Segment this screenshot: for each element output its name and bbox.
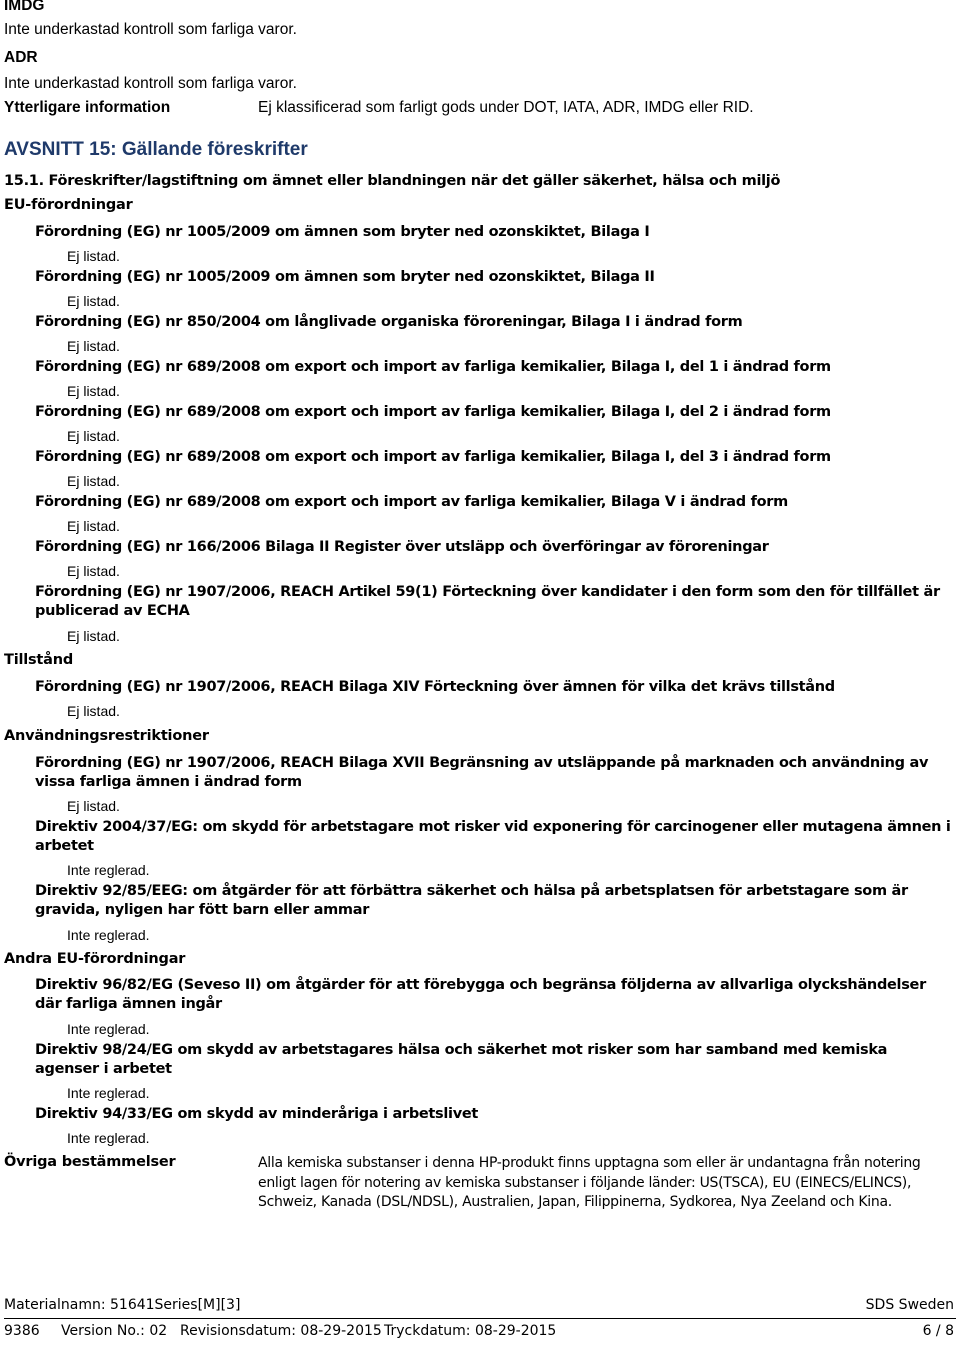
footer-revision: Revisionsdatum: 08-29-2015: [180, 1323, 382, 1339]
footer-material: Materialnamn: 51641Series[M][3]: [4, 1297, 241, 1313]
footer-page-number: 6 / 8: [922, 1323, 954, 1339]
regulation-title: Förordning (EG) nr 689/2008 om export och import av farliga kemikalier, Bilaga I, del 1 i ändrad form: [35, 359, 831, 375]
regulation-status: Ej listad.: [67, 518, 120, 534]
regulation-status: Ej listad.: [67, 293, 120, 309]
regulation-status: Ej listad.: [67, 628, 120, 644]
section-subtitle: 15.1. Föreskrifter/lagstiftning om ämnet eller blandningen när det gäller säkerhet, hälsa och miljö: [4, 173, 781, 189]
other-provisions-label: Övriga bestämmelser: [4, 1154, 176, 1170]
regulation-status: Inte reglerad.: [67, 1021, 150, 1037]
regulation-status: Inte reglerad.: [67, 1130, 150, 1146]
regulation-title: Förordning (EG) nr 689/2008 om export och import av farliga kemikalier, Bilaga I, del 2 i ändrad form: [35, 404, 831, 420]
authorisation-label: Tillstånd: [4, 652, 74, 668]
footer-code: 9386: [4, 1323, 40, 1339]
regulation-status: Ej listad.: [67, 563, 120, 579]
regulation-title: Förordning (EG) nr 166/2006 Bilaga II Register över utsläpp och överföringar av föroreningar: [35, 539, 769, 555]
footer-sds: SDS Sweden: [865, 1297, 954, 1313]
regulation-title: Förordning (EG) nr 1907/2006, REACH Bilaga XVII Begränsning av utsläppande på marknaden och användning av vissa farliga ämnen i ändrad form: [35, 755, 929, 790]
regulation-title: Direktiv 96/82/EG (Seveso II) om åtgärder för att förebygga och begränsa följderna av allvarliga olyckshändelser där farliga ämnen ingår: [35, 977, 926, 1012]
eu-regulations-label: EU-förordningar: [4, 197, 133, 213]
regulation-title: Förordning (EG) nr 689/2008 om export och import av farliga kemikalier, Bilaga I, del 3 i ändrad form: [35, 449, 831, 465]
regulation-status: Ej listad.: [67, 703, 120, 719]
imdg-label: IMDG: [4, 0, 45, 14]
regulation-status: Ej listad.: [67, 798, 120, 814]
regulation-status: Inte reglerad.: [67, 862, 150, 878]
regulation-title: Förordning (EG) nr 1907/2006, REACH Artikel 59(1) Förteckning över kandidater i den form som den för tillfället är publicerad av ECHA: [35, 584, 940, 619]
section-title: AVSNITT 15: Gällande föreskrifter: [4, 139, 308, 160]
regulation-title: Förordning (EG) nr 689/2008 om export och import av farliga kemikalier, Bilaga V i ändrad form: [35, 494, 788, 510]
regulation-title: Förordning (EG) nr 1907/2006, REACH Bilaga XIV Förteckning över ämnen för vilka det krävs tillstånd: [35, 679, 835, 695]
regulation-status: Inte reglerad.: [67, 1085, 150, 1101]
regulation-status: Ej listad.: [67, 248, 120, 264]
regulation-title: Förordning (EG) nr 1005/2009 om ämnen som bryter ned ozonskiktet, Bilaga II: [35, 269, 655, 285]
adr-text: Inte underkastad kontroll som farliga varor.: [4, 75, 297, 92]
extra-info-text: Ej klassificerad som farligt gods under DOT, IATA, ADR, IMDG eller RID.: [258, 99, 754, 116]
regulation-status: Ej listad.: [67, 473, 120, 489]
extra-info-label: Ytterligare information: [4, 99, 171, 116]
regulation-title: Direktiv 98/24/EG om skydd av arbetstagares hälsa och säkerhet mot risker som har samband med kemiska agenser i arbetet: [35, 1042, 888, 1077]
regulation-status: Ej listad.: [67, 428, 120, 444]
regulation-title: Förordning (EG) nr 850/2004 om långlivade organiska föroreningar, Bilaga I i ändrad form: [35, 314, 743, 330]
regulation-status: Ej listad.: [67, 383, 120, 399]
regulation-title: Direktiv 2004/37/EG: om skydd för arbetstagare mot risker vid exponering för carcinogener eller mutagena ämnen i arbetet: [35, 819, 951, 854]
restrictions-label: Användningsrestriktioner: [4, 728, 209, 744]
other-provisions-text: Alla kemiska substanser i denna HP-produkt finns upptagna som eller är undantagna från notering enligt lagen för notering av kemiska substanser i följande länder: US(TSCA), EU (EINECS/ELINCS), Schweiz, Kanada (DSL/NDSL), Australien, Japan, Filippinerna, Sydkorea, Nya Zeeland och Kina.: [258, 1155, 921, 1210]
footer-version: Version No.: 02: [61, 1323, 168, 1339]
footer-divider: [4, 1318, 956, 1319]
regulation-status: Ej listad.: [67, 338, 120, 354]
regulation-title: Direktiv 94/33/EG om skydd av minderåriga i arbetslivet: [35, 1106, 479, 1122]
adr-label: ADR: [4, 49, 38, 66]
regulation-title: Förordning (EG) nr 1005/2009 om ämnen som bryter ned ozonskiktet, Bilaga I: [35, 224, 650, 240]
imdg-text: Inte underkastad kontroll som farliga varor.: [4, 21, 297, 38]
regulation-title: Direktiv 92/85/EEG: om åtgärder för att förbättra säkerhet och hälsa på arbetsplatsen för arbetstagare som är gravida, nyligen har fött barn eller ammar: [35, 883, 908, 918]
other-eu-label: Andra EU-förordningar: [4, 951, 186, 967]
footer-printed: Tryckdatum: 08-29-2015: [384, 1323, 557, 1339]
regulation-status: Inte reglerad.: [67, 927, 150, 943]
